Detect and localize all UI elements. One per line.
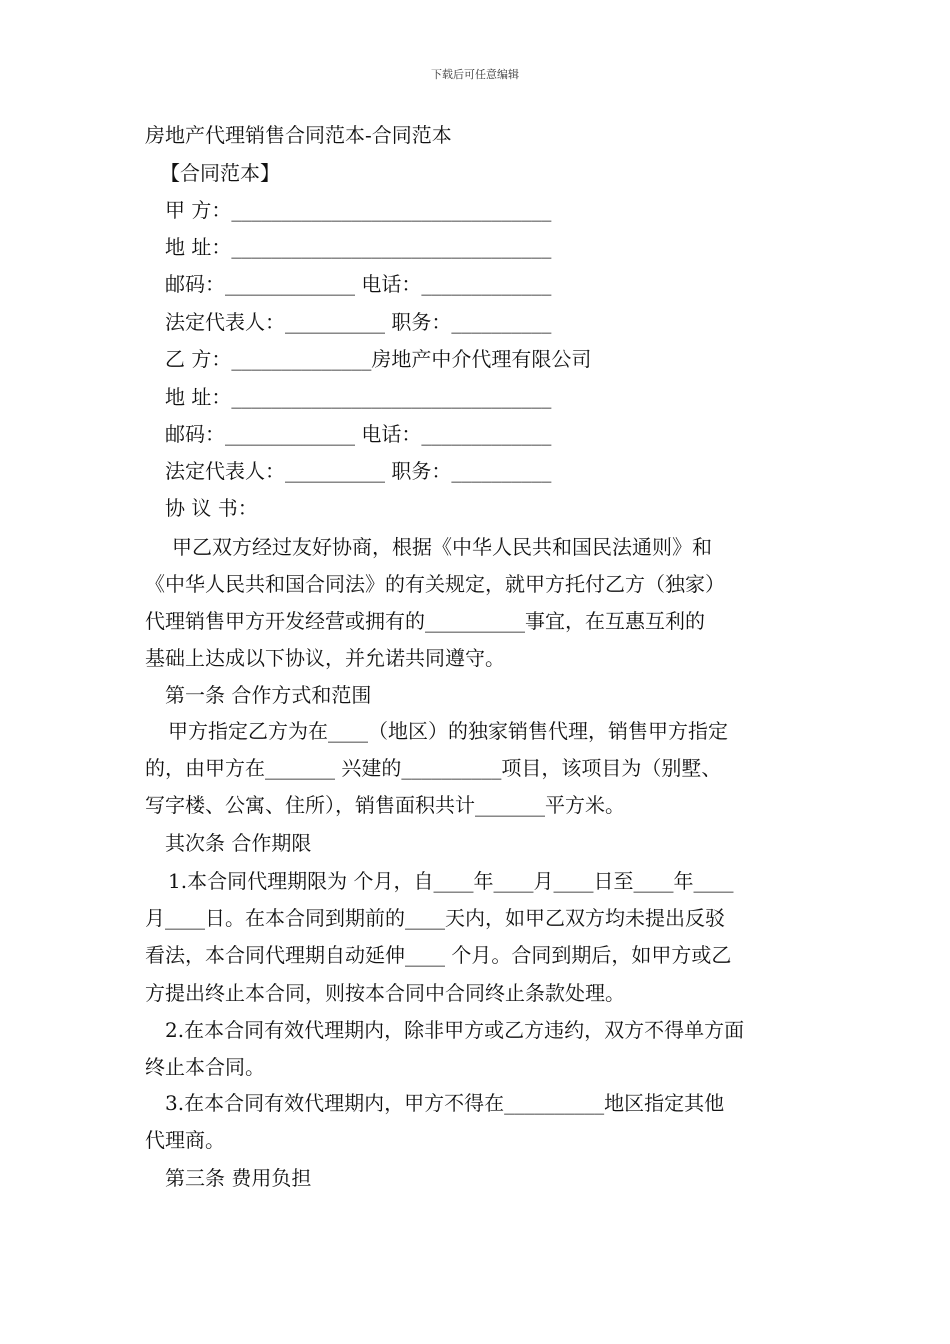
paragraph-line: 甲乙双方经过友好协商，根据《中华人民共和国民法通则》和: [172, 535, 712, 559]
agreement-heading: 协 议 书：: [165, 496, 258, 520]
party-b-field: 乙 方：______________房地产中介代理有限公司: [165, 347, 592, 371]
article-heading: 第三条 费用负担: [165, 1166, 312, 1190]
article-heading: 其次条 合作期限: [165, 831, 312, 855]
party-a-representative-field: 法定代表人：__________ 职务：__________: [165, 310, 552, 334]
paragraph-line: 3.在本合同有效代理期内，甲方不得在__________地区指定其他: [165, 1091, 725, 1115]
paragraph-line: 1.本合同代理期限为 个月，自____年____月____日至____年____: [168, 869, 734, 893]
party-a-postcode-phone-field: 邮码：_____________ 电话：_____________: [165, 272, 552, 296]
paragraph-line: 2.在本合同有效代理期内，除非甲方或乙方违约，双方不得单方面: [165, 1018, 745, 1042]
paragraph-line: 甲方指定乙方为在____（地区）的独家销售代理，销售甲方指定: [168, 719, 728, 743]
paragraph-line: 月____日。在本合同到期前的____天内，如甲乙双方均未提出反驳: [145, 906, 725, 930]
paragraph-line: 写字楼、公寓、住所），销售面积共计_______平方米。: [145, 793, 625, 817]
paragraph-line: 代理商。: [145, 1128, 225, 1152]
party-b-postcode-phone-field: 邮码：_____________ 电话：_____________: [165, 422, 552, 446]
party-a-address-field: 地 址：________________________________: [165, 235, 552, 259]
paragraph-line: 《中华人民共和国合同法》的有关规定，就甲方托付乙方（独家）: [145, 572, 725, 596]
party-a-field: 甲 方：________________________________: [165, 198, 552, 222]
page-header: 下载后可任意编辑: [431, 68, 519, 81]
party-b-representative-field: 法定代表人：__________ 职务：__________: [165, 459, 552, 483]
paragraph-line: 方提出终止本合同，则按本合同中合同终止条款处理。: [145, 981, 625, 1005]
section-label: 【合同范本】: [160, 161, 280, 185]
paragraph-line: 代理销售甲方开发经营或拥有的__________事宜，在互惠互利的: [145, 609, 705, 633]
article-heading: 第一条 合作方式和范围: [165, 683, 372, 707]
party-b-address-field: 地 址：________________________________: [165, 385, 552, 409]
paragraph-line: 终止本合同。: [145, 1055, 265, 1079]
document-title: 房地产代理销售合同范本-合同范本: [145, 123, 452, 147]
paragraph-line: 基础上达成以下协议，并允诺共同遵守。: [145, 646, 505, 670]
paragraph-line: 的，由甲方在_______ 兴建的__________项目，该项目为（别墅、: [145, 756, 722, 780]
paragraph-line: 看法，本合同代理期自动延伸____ 个月。合同到期后，如甲方或乙: [145, 943, 732, 967]
